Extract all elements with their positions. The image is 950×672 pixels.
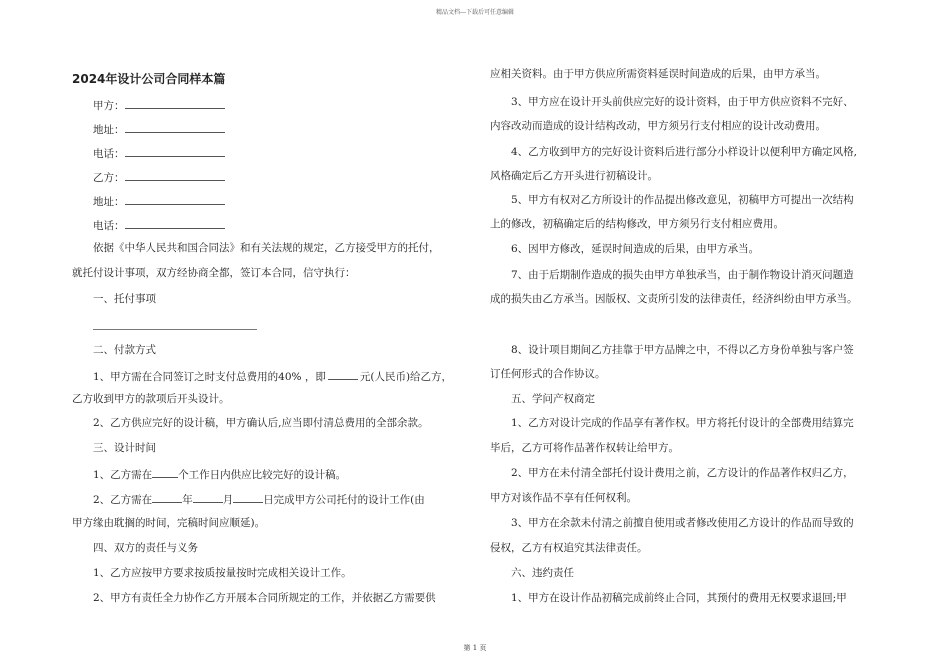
- duty-clause-6: 6、因甲方修改，延误时间造成的后果，由甲方承当。: [511, 243, 760, 255]
- party-b-phone-blank: [125, 217, 225, 229]
- party-a-phone-blank: [125, 145, 225, 157]
- duty-clause-7: 7、由于后期制作造成的损失由甲方单独承当，由于制作物设计消灭问题造: [511, 269, 854, 281]
- working-days-blank: [152, 466, 178, 478]
- duty-clause-8: 8、设计项目期间乙方挂靠于甲方品牌之中，不得以乙方身份单独与客户签: [511, 344, 854, 356]
- section-5-heading: 五、学问产权商定: [511, 393, 595, 405]
- time-clause-1-text-b: 个工作日内供应比较完好的设计稿。: [178, 469, 347, 481]
- ip-clause-2-cont: 甲方对该作品不享有任何权利。: [490, 492, 637, 504]
- duty-clause-8-cont: 订任何形式的合作协议。: [490, 368, 606, 380]
- duty-clause-3-cont: 内容改动而造成的设计结构改动，甲方须另行支付相应的设计改动费用。: [490, 120, 826, 132]
- time-clause-2-text-d: 日完成甲方公司托付的设计工作(由: [263, 494, 425, 506]
- section-4-heading: 四、双方的责任与义务: [93, 542, 198, 554]
- time-clause-2-year: 年: [182, 494, 193, 506]
- entrust-matters-blank-line: [93, 329, 257, 330]
- time-clause-2-month: 月: [222, 494, 234, 506]
- party-a-line: [93, 97, 225, 113]
- party-b-blank: [125, 169, 225, 181]
- party-a-phone-label: 电话：: [93, 148, 125, 160]
- duty-clause-5: 5、甲方有权对乙方所设计的作品提出修改意见，初稿甲方可提出一次结构: [511, 194, 854, 206]
- party-b-line: [93, 169, 225, 185]
- month-blank: [193, 491, 223, 503]
- payment-clause-1: [93, 368, 452, 384]
- party-a-address-blank: [125, 121, 225, 133]
- party-a-phone-line: [93, 145, 225, 161]
- ip-clause-1-cont: 毕后，乙方可将作品著作权转让给甲方。: [490, 442, 679, 454]
- document-title: 2024年设计公司合同样本篇: [72, 72, 226, 86]
- time-clause-1-text-a: 1、乙方需在: [93, 469, 153, 481]
- ip-clause-3-cont: 侵权，乙方有权追究其法律责任。: [490, 542, 648, 554]
- section-2-heading: 二、付款方式: [93, 344, 156, 356]
- duty-clause-2-cont: 应相关资料。由于甲方供应所需资料延误时间造成的后果，由甲方承当。: [490, 68, 826, 80]
- section-3-heading: 三、设计时间: [93, 442, 156, 454]
- intro-text-1: 依据《中华人民共和国合同法》和有关法规的规定，乙方接受甲方的托付，: [93, 242, 440, 254]
- time-clause-1: [93, 466, 346, 482]
- header-note: 精品文档---下载后可任意编辑: [435, 9, 515, 16]
- party-a-address-label: 地址：: [93, 124, 125, 136]
- payment-amount-blank: [328, 368, 358, 380]
- duty-clause-5-cont: 上的修改，初稿确定后的结构修改，甲方须另行支付相应费用。: [490, 218, 784, 230]
- day-blank: [233, 491, 263, 503]
- duty-clause-3: 3、甲方应在设计开头前供应完好的设计资料，由于甲方供应资料不完好、: [511, 96, 854, 108]
- party-b-address-line: [93, 193, 225, 209]
- year-blank: [152, 491, 182, 503]
- time-clause-2-text-a: 2、乙方需在: [93, 494, 153, 506]
- page-number: 第 1 页: [463, 644, 487, 652]
- ip-clause-2: 2、甲方在未付清全部托付设计费用之前，乙方设计的作品著作权归乙方，: [511, 467, 854, 479]
- payment-clause-1-text-b: 元(人民币)给乙方，: [359, 371, 453, 383]
- time-clause-2-cont: 甲方缘由耽搁的时间，完稿时间应顺延)。: [72, 517, 266, 529]
- party-a-label: 甲方：: [93, 100, 125, 112]
- intro-text-2: 就托付设计事项，双方经协商全都，签订本合同，信守执行：: [72, 267, 356, 279]
- party-a-address-line: [93, 121, 225, 137]
- breach-clause-1: 1、甲方在设计作品初稿完成前终止合同，其预付的费用无权要求退回;甲: [511, 592, 847, 604]
- duty-clause-4-cont: 风格确定后乙方开头进行初稿设计。: [490, 170, 658, 182]
- party-b-label: 乙方：: [93, 172, 125, 184]
- party-b-address-label: 地址：: [93, 196, 125, 208]
- ip-clause-1: 1、乙方对设计完成的作品享有著作权。甲方将托付设计的全部费用结算完: [511, 417, 854, 429]
- duty-clause-2: 2、甲方有责任全力协作乙方开展本合同所规定的工作，并依据乙方需要供: [93, 592, 436, 604]
- party-b-phone-label: 电话：: [93, 220, 125, 232]
- party-a-blank: [125, 97, 225, 109]
- duty-clause-7-cont: 成的损失由乙方承当。因版权、文责所引发的法律责任，经济纠纷由甲方承当。: [490, 293, 858, 305]
- section-1-heading: 一、托付事项: [93, 293, 156, 305]
- ip-clause-3: 3、甲方在余款未付清之前擅自使用或者修改使用乙方设计的作品而导致的: [511, 517, 854, 529]
- party-b-phone-line: [93, 217, 225, 233]
- time-clause-2: [93, 491, 425, 507]
- payment-clause-1-cont: 乙方收到甲方的款项后开头设计。: [72, 393, 230, 405]
- party-b-address-blank: [125, 193, 225, 205]
- duty-clause-1: 1、乙方应按甲方要求按质按量按时完成相关设计工作。: [93, 567, 352, 579]
- section-6-heading: 六、违约责任: [511, 567, 574, 579]
- payment-clause-1-text-a: 1、甲方需在合同签订之时支付总费用的40% ，即: [93, 371, 326, 383]
- payment-clause-2: 2、乙方供应完好的设计稿，甲方确认后,应当即付清总费用的全部余款。: [93, 417, 429, 429]
- duty-clause-4: 4、乙方收到甲方的完好设计资料后进行部分小样设计以便利甲方确定风格,: [511, 146, 858, 158]
